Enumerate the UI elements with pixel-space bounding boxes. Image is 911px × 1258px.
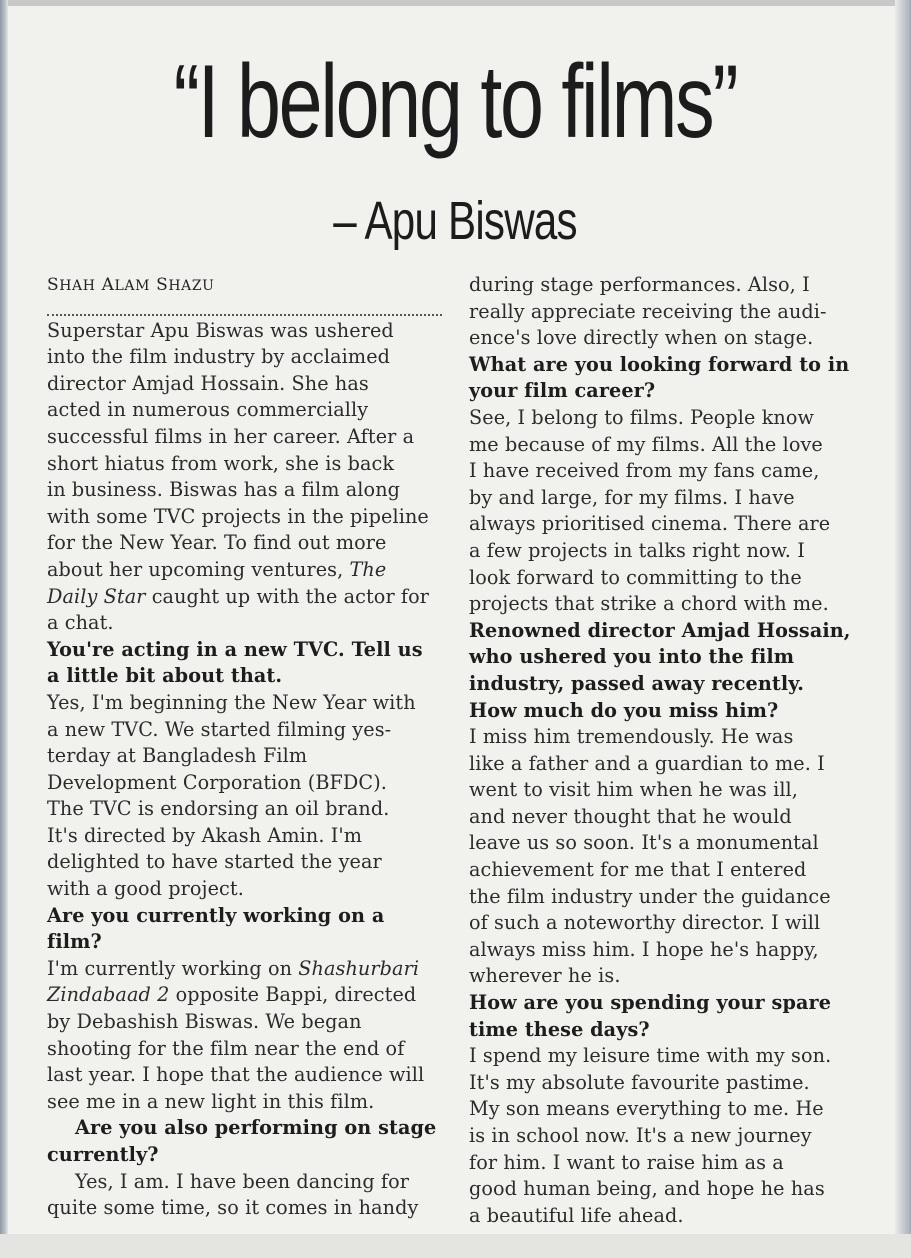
left-column-text bbox=[47, 318, 447, 1222]
body-line: Zindabaad 2 opposite Bappi, directed bbox=[47, 983, 417, 1007]
body-line: with some TVC projects in the pipeline bbox=[47, 504, 429, 528]
body-line: The TVC is endorsing an oil brand. bbox=[47, 797, 390, 821]
body-line: I spend my leisure time with my son. bbox=[469, 1044, 832, 1068]
right-column-text bbox=[469, 272, 869, 1229]
question-line: Are you also performing on stage bbox=[75, 1116, 437, 1140]
body-line: acted in numerous commercially bbox=[47, 398, 369, 422]
body-line: It's my absolute favourite pastime. bbox=[469, 1070, 810, 1094]
body-line: director Amjad Hossain. She has bbox=[47, 371, 369, 395]
body-line: really appreciate receiving the audi- bbox=[469, 299, 827, 323]
question-line: How are you spending your spare bbox=[469, 991, 832, 1015]
question-line: time these days? bbox=[469, 1017, 650, 1041]
question-line: How much do you miss him? bbox=[469, 698, 779, 722]
byline bbox=[47, 272, 447, 300]
body-line: short hiatus from work, she is back bbox=[47, 451, 395, 475]
question-line: Are you currently working on a bbox=[47, 903, 385, 927]
body-line: the film industry under the guidance bbox=[469, 884, 831, 908]
body-line: see me in a new light in this film. bbox=[47, 1089, 375, 1113]
body-line: went to visit him when he was ill, bbox=[469, 778, 798, 802]
dotted-divider bbox=[47, 304, 442, 316]
question-line: film? bbox=[47, 930, 102, 954]
question-line: who ushered you into the film bbox=[469, 645, 795, 669]
body-line: I have received from my fans came, bbox=[469, 459, 820, 483]
question-line: your film career? bbox=[469, 379, 656, 403]
bottom-edge bbox=[0, 1234, 911, 1258]
body-line: wherever he is. bbox=[469, 964, 621, 988]
body-line: successful films in her career. After a bbox=[47, 424, 415, 448]
body-line: and never thought that he would bbox=[469, 804, 792, 828]
body-line: delighted to have started the year bbox=[47, 850, 382, 874]
body-line: Superstar Apu Biswas was ushered bbox=[47, 318, 394, 342]
body-line: Yes, I am. I have been dancing for bbox=[75, 1169, 410, 1193]
body-line: last year. I hope that the audience will bbox=[47, 1063, 425, 1087]
body-line: by Debashish Biswas. We began bbox=[47, 1010, 362, 1034]
body-line: terday at Bangladesh Film bbox=[47, 744, 308, 768]
question-line: You're acting in a new TVC. Tell us bbox=[47, 637, 423, 661]
body-line: ence's love directly when on stage. bbox=[469, 326, 814, 350]
body-line: into the film industry by acclaimed bbox=[47, 345, 391, 369]
byline-text: SHAH ALAM SHAZU bbox=[47, 275, 215, 295]
question-line: Renowned director Amjad Hossain, bbox=[469, 618, 851, 642]
body-line: by and large, for my films. I have bbox=[469, 485, 795, 509]
body-line: achievement for me that I entered bbox=[469, 858, 807, 882]
body-line: shooting for the film near the end of bbox=[47, 1036, 405, 1060]
question-line: industry, passed away recently. bbox=[469, 671, 805, 695]
body-line: Daily Star caught up with the actor for bbox=[47, 584, 430, 608]
body-line: a chat. bbox=[47, 611, 114, 635]
body-line: always miss him. I hope he's happy, bbox=[469, 937, 819, 961]
body-line: My son means everything to me. He bbox=[469, 1097, 824, 1121]
subheadline: – Apu Biswas bbox=[333, 191, 577, 251]
body-line: a beautiful life ahead. bbox=[469, 1203, 684, 1227]
body-line: in business. Biswas has a film along bbox=[47, 478, 401, 502]
body-line: It's directed by Akash Amin. I'm bbox=[47, 823, 363, 847]
body-line: look forward to committing to the bbox=[469, 565, 802, 589]
body-line: of such a noteworthy director. I will bbox=[469, 911, 821, 935]
left-page-edge bbox=[0, 0, 8, 1258]
body-line: projects that strike a chord with me. bbox=[469, 592, 829, 616]
body-line: See, I belong to films. People know bbox=[469, 405, 815, 429]
right-page-edge bbox=[895, 0, 911, 1258]
body-line: like a father and a guardian to me. I bbox=[469, 751, 825, 775]
body-line: Yes, I'm beginning the New Year with bbox=[47, 690, 416, 714]
body-line: is in school now. It's a new journey bbox=[469, 1124, 812, 1147]
body-line: quite some time, so it comes in handy bbox=[47, 1196, 419, 1220]
top-edge bbox=[0, 0, 911, 6]
question-line: What are you looking forward to in bbox=[469, 352, 850, 376]
body-line: I'm currently working on Shashurbari bbox=[47, 956, 420, 980]
left-column bbox=[47, 272, 447, 1222]
headline: “I belong to films” bbox=[173, 44, 737, 160]
right-column bbox=[469, 272, 869, 1229]
body-line: with a good project. bbox=[47, 877, 244, 901]
body-line: for the New Year. To find out more bbox=[47, 531, 387, 555]
body-line: a few projects in talks right now. I bbox=[469, 538, 805, 562]
body-line: for him. I want to raise him as a bbox=[469, 1150, 784, 1174]
body-line: about her upcoming ventures, The bbox=[47, 557, 387, 581]
body-line: good human being, and hope he has bbox=[469, 1177, 825, 1201]
body-line: during stage performances. Also, I bbox=[469, 273, 810, 296]
question-line: currently? bbox=[47, 1143, 159, 1166]
question-line: a little bit about that. bbox=[47, 664, 283, 688]
body-line: I miss him tremendously. He was bbox=[469, 725, 794, 749]
body-line: a new TVC. We started filming yes- bbox=[47, 717, 392, 741]
body-line: leave us so soon. It's a monumental bbox=[469, 831, 819, 855]
body-line: always prioritised cinema. There are bbox=[469, 512, 831, 536]
body-line: Development Corporation (BFDC). bbox=[47, 770, 387, 794]
body-line: me because of my films. All the love bbox=[469, 432, 823, 456]
